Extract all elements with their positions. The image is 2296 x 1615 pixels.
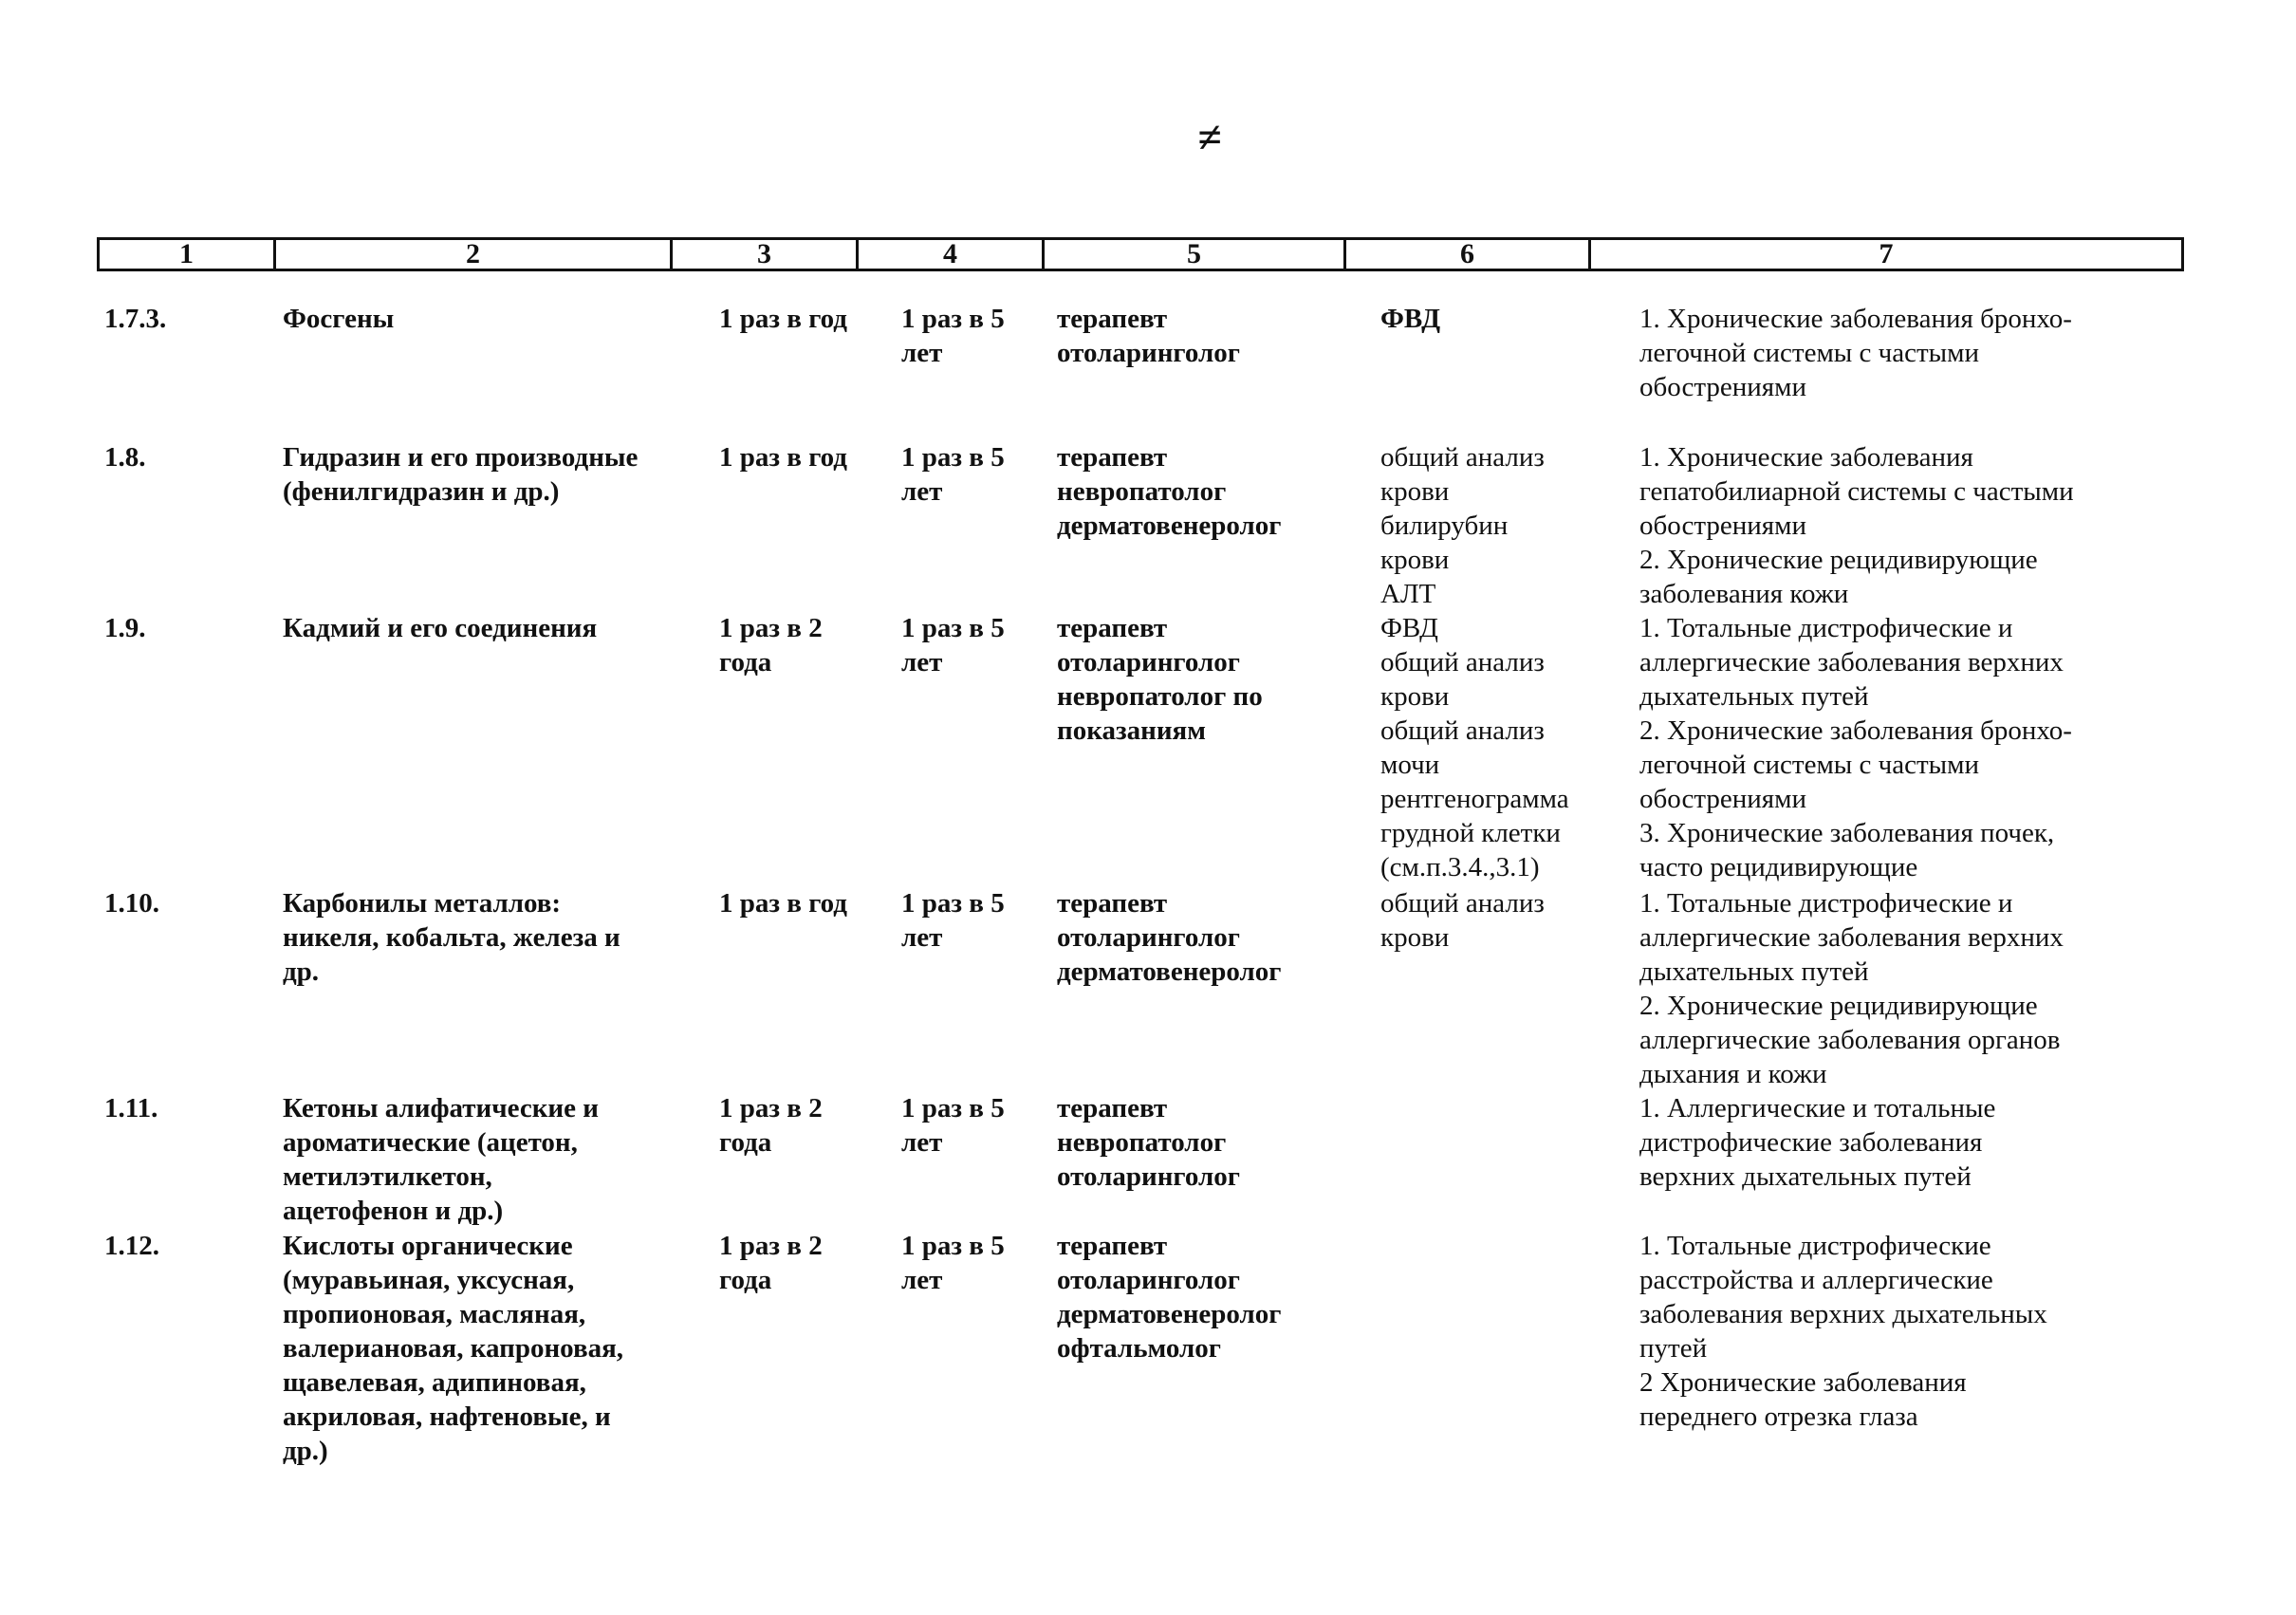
row-tests: ФВД общий анализ крови общий анализ мочи рентгенограмма грудной клетки (см.п.3.4.,3.1) <box>1380 613 1569 882</box>
row-factor: Фосгены <box>283 304 395 334</box>
row-contraindications: 1. Хронические заболевания бронхо- легочной системы с частыми обострениями <box>1639 304 2072 402</box>
row-doctors: терапевт отоларинголог дерматовенеролог офтальмолог <box>1057 1231 1282 1364</box>
row-contraindications: 1. Тотальные дистрофические и аллергические заболевания верхних дыхательных путей 2. Хронические рецидивирующие аллергические заболевания органов дыхания и кожи <box>1639 888 2064 1089</box>
row-doctors: терапевт невропатолог отоларинголог <box>1057 1093 1240 1192</box>
row-lab-frequency: 1 раз в 5 лет <box>901 1231 1005 1295</box>
column-header-5: 5 <box>1045 240 1346 269</box>
row-doctors: терапевт отоларинголог <box>1057 304 1240 368</box>
row-exam-frequency: 1 раз в 2 года <box>719 1093 823 1158</box>
row-contraindications: 1. Тотальные дистрофические расстройства и аллергические заболевания верхних дыхательных путей 2 Хронические заболевания переднего отрезка глаза <box>1639 1231 2047 1432</box>
row-exam-frequency: 1 раз в год <box>719 442 847 473</box>
row-number: 1.9. <box>104 613 146 643</box>
column-header-1: 1 <box>100 240 276 269</box>
column-header-4: 4 <box>859 240 1045 269</box>
row-doctors: терапевт отоларинголог невропатолог по показаниям <box>1057 613 1263 746</box>
page-mark: ≠ <box>1197 113 1222 161</box>
column-header-2: 2 <box>276 240 673 269</box>
row-lab-frequency: 1 раз в 5 лет <box>901 442 1005 507</box>
row-lab-frequency: 1 раз в 5 лет <box>901 1093 1005 1158</box>
row-contraindications: 1. Аллергические и тотальные дистрофические заболевания верхних дыхательных путей <box>1639 1093 1996 1192</box>
row-contraindications: 1. Хронические заболевания гепатобилиарной системы с частыми обострениями 2. Хронические рецидивирующие заболевания кожи <box>1639 442 2074 609</box>
row-factor: Кислоты органические (муравьиная, уксусная, пропионовая, масляная, валериановая, капроновая, щавелевая, адипиновая, акриловая, нафтеновые, и др.) <box>283 1231 624 1466</box>
row-contraindications: 1. Тотальные дистрофические и аллергические заболевания верхних дыхательных путей 2. Хронические заболевания бронхо- легочной системы с частыми обострениями 3. Хронические заболевания почек, часто рецидивирующие <box>1639 613 2072 882</box>
row-factor: Карбонилы металлов: никеля, кобальта, железа и др. <box>283 888 620 987</box>
row-tests: общий анализ крови билирубин крови АЛТ <box>1380 442 1545 609</box>
row-factor: Кетоны алифатические и ароматические (ацетон, метилэтилкетон, ацетофенон и др.) <box>283 1093 599 1226</box>
row-number: 1.12. <box>104 1231 159 1261</box>
row-lab-frequency: 1 раз в 5 лет <box>901 613 1005 678</box>
row-number: 1.7.3. <box>104 304 167 334</box>
row-factor: Гидразин и его производные (фенилгидразин и др.) <box>283 442 639 507</box>
row-exam-frequency: 1 раз в 2 года <box>719 613 823 678</box>
row-exam-frequency: 1 раз в год <box>719 888 847 919</box>
row-tests: общий анализ крови <box>1380 888 1545 953</box>
row-number: 1.10. <box>104 888 159 919</box>
column-header-7: 7 <box>1879 238 1894 269</box>
row-exam-frequency: 1 раз в год <box>719 304 847 334</box>
row-factor: Кадмий и его соединения <box>283 613 598 643</box>
row-number: 1.8. <box>104 442 146 473</box>
column-header-6: 6 <box>1346 240 1591 269</box>
column-header-3: 3 <box>673 240 859 269</box>
row-lab-frequency: 1 раз в 5 лет <box>901 304 1005 368</box>
column-header-row <box>97 237 2184 271</box>
row-lab-frequency: 1 раз в 5 лет <box>901 888 1005 953</box>
row-tests: ФВД <box>1380 304 1441 334</box>
row-doctors: терапевт невропатолог дерматовенеролог <box>1057 442 1282 541</box>
row-number: 1.11. <box>104 1093 158 1123</box>
row-exam-frequency: 1 раз в 2 года <box>719 1231 823 1295</box>
row-doctors: терапевт отоларинголог дерматовенеролог <box>1057 888 1282 987</box>
